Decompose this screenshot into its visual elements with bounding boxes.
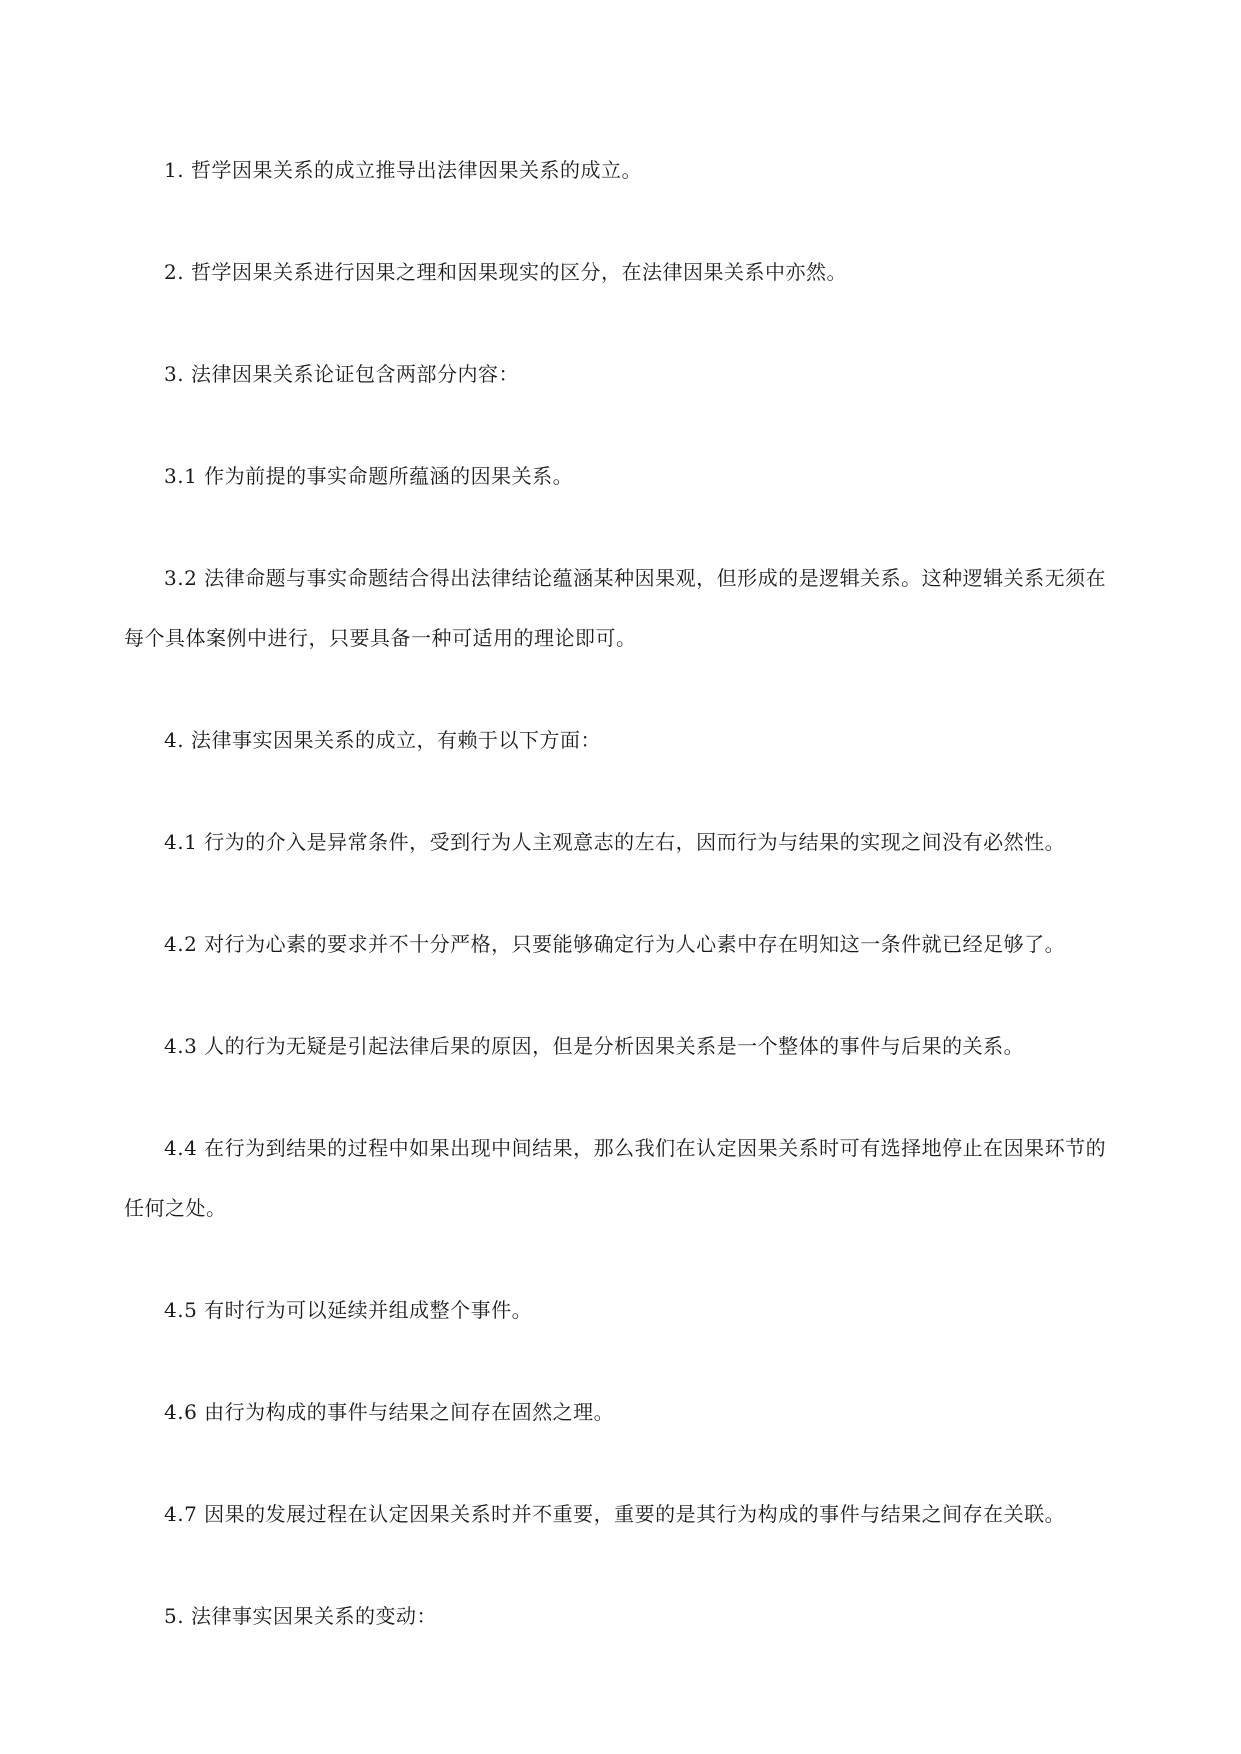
document-body	[124, 140, 1124, 1688]
paragraph-5: 5. 法律事实因果关系的变动：	[164, 1604, 437, 1628]
paragraph-3: 3. 法律因果关系论证包含两部分内容：	[164, 362, 519, 386]
paragraph-4-1: 4.1 行为的介入是异常条件，受到行为人主观意志的左右，因而行为与结果的实现之间没有必然性。	[164, 830, 1066, 854]
paragraph-4-7: 4.7 因果的发展过程在认定因果关系时并不重要，重要的是其行为构成的事件与结果之间存在关联。	[164, 1502, 1066, 1526]
paragraph-2: 2. 哲学因果关系进行因果之理和因果现实的区分，在法律因果关系中亦然。	[164, 260, 847, 284]
paragraph-4-5: 4.5 有时行为可以延续并组成整个事件。	[164, 1298, 533, 1322]
paragraph-3-1: 3.1 作为前提的事实命题所蕴涵的因果关系。	[164, 464, 574, 488]
paragraph-4-6: 4.6 由行为构成的事件与结果之间存在固然之理。	[164, 1400, 615, 1424]
paragraph-4-3: 4.3 人的行为无疑是引起法律后果的原因，但是分析因果关系是一个整体的事件与后果的关系。	[164, 1034, 1025, 1058]
paragraph-3-2: 3.2 法律命题与事实命题结合得出法律结论蕴涵某种因果观，但形成的是逻辑关系。这种逻辑关系无须在每个具体案例中进行，只要具备一种可适用的理论即可。	[124, 566, 1107, 650]
paragraph-4-4: 4.4 在行为到结果的过程中如果出现中间结果，那么我们在认定因果关系时可有选择地停止在因果环节的任何之处。	[124, 1136, 1107, 1220]
paragraph-1: 1. 哲学因果关系的成立推导出法律因果关系的成立。	[164, 158, 642, 182]
paragraph-4-2: 4.2 对行为心素的要求并不十分严格，只要能够确定行为人心素中存在明知这一条件就已经足够了。	[164, 932, 1066, 956]
paragraph-4: 4. 法律事实因果关系的成立，有赖于以下方面：	[164, 728, 601, 752]
